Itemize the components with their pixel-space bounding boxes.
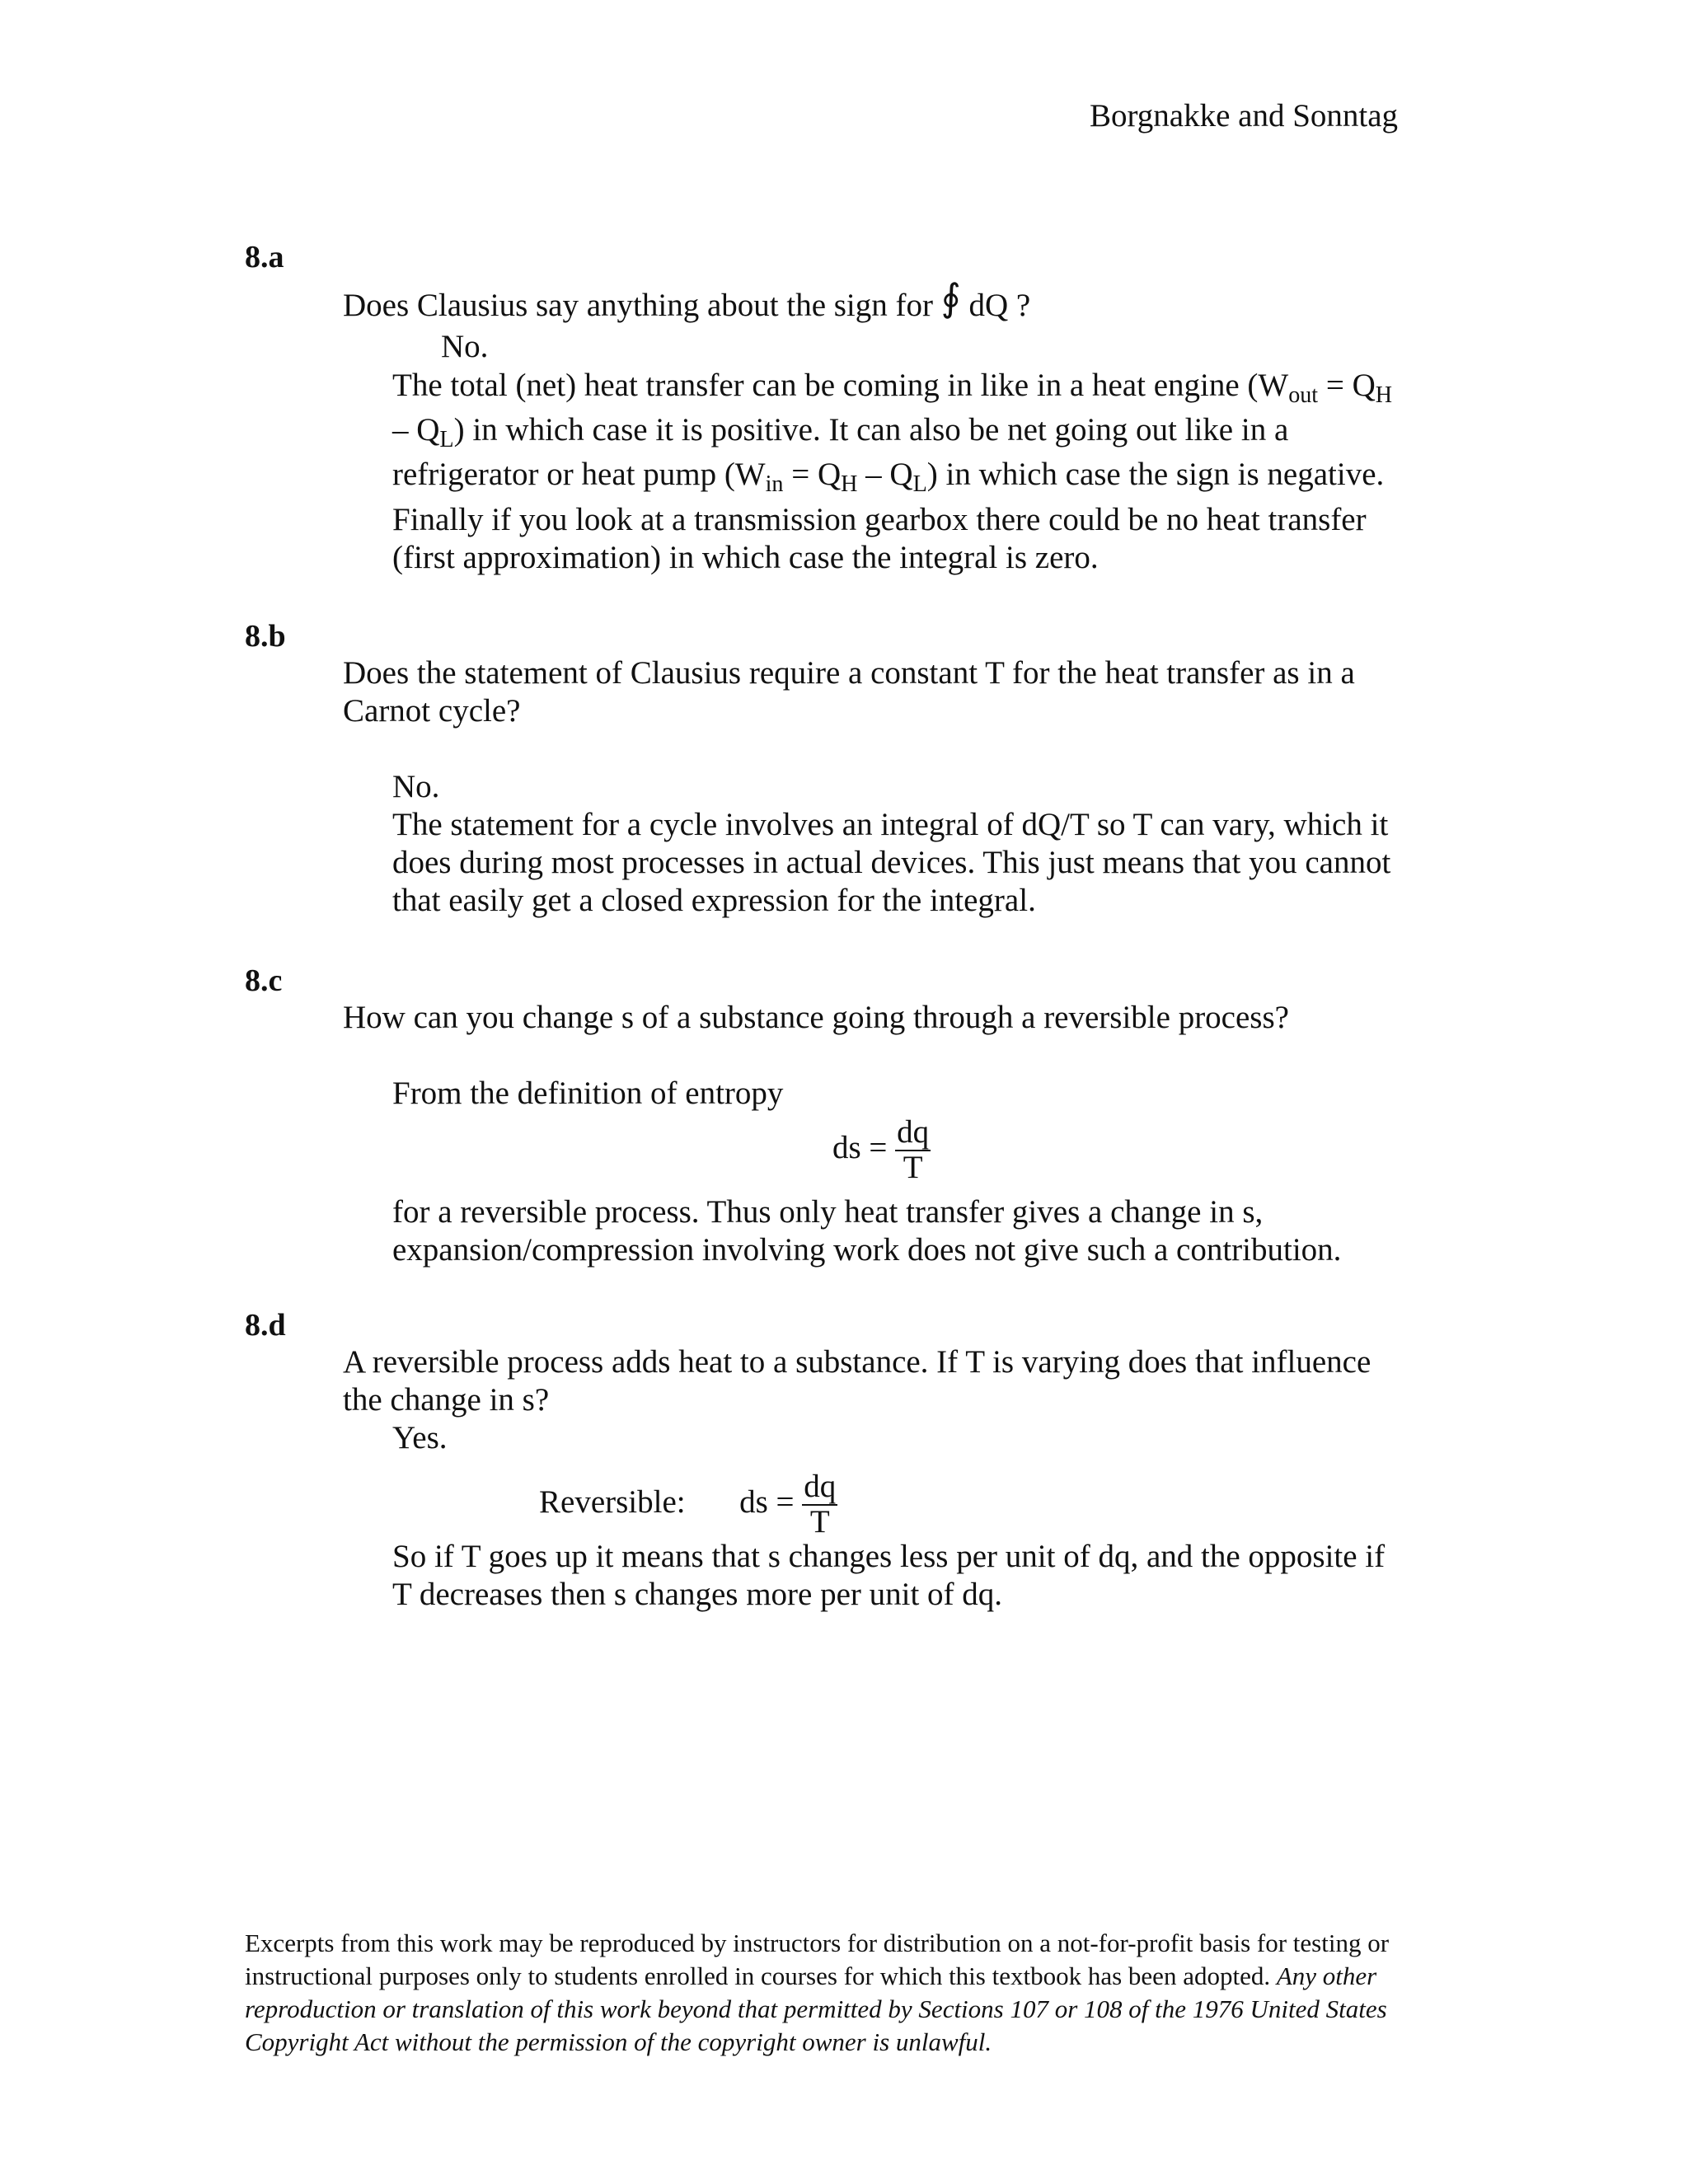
- answer-8c-line-3: expansion/compression involving work does not give such a contribution.: [392, 1232, 1342, 1268]
- answer-8a-line-4: Finally if you look at a transmission gearbox there could be no heat transfer: [392, 502, 1367, 537]
- reversible-equation: [539, 1470, 837, 1540]
- question-8d-line-1: A reversible process adds heat to a substance. If T is varying does that influence: [343, 1344, 1372, 1380]
- problem-number-8b: 8.b: [245, 619, 286, 654]
- equation-fraction: $\frac{dq}{T}$: [897, 1114, 930, 1185]
- problem-number-8a: 8.a: [245, 240, 284, 274]
- question-8b-line-1: Does the statement of Clausius require a constant T for the heat transfer as in a: [343, 655, 1355, 691]
- contour-integral-symbol: ∮: [940, 277, 961, 319]
- footer-italic-text: Any other reproduction or translation of this work beyond that permitted by Sections 107 or 108 of the 1976 United States Copyright Act without the permission of the copyright owner is unlawful.: [245, 1961, 1387, 2056]
- question-8a-text: Does Clausius say anything about the sign for: [343, 288, 933, 323]
- answer-8a-no: No.: [441, 329, 489, 364]
- equation-label: Reversible:: [539, 1483, 686, 1520]
- equation-fraction: $\frac{dq}{T}$: [804, 1469, 837, 1540]
- answer-8b-line-3: that easily get a closed expression for the integral.: [392, 883, 1036, 918]
- answer-8b-line-2: does during most processes in actual devices. This just means that you cannot: [392, 845, 1391, 880]
- footer-plain-text: Excerpts from this work may be reproduced by instructors for distribution on a not-for-profit basis for testing or instructional purposes only to students enrolled in courses for which this textbook has been adopted.: [245, 1929, 1390, 1990]
- page-header: Borgnakke and Sonntag: [1090, 98, 1399, 134]
- problem-number-8c: 8.c: [245, 963, 283, 998]
- question-8b-line-2: Carnot cycle?: [343, 693, 521, 729]
- problem-number-8d: 8.d: [245, 1308, 286, 1343]
- question-8a-text-end: dQ ?: [968, 288, 1031, 323]
- question-8c: How can you change s of a substance going through a reversible process?: [343, 1000, 1289, 1035]
- answer-8a-line-3: refrigerator or heat pump $(W_{in} = Q_H - Q_L)$ in which case the sign is negative.: [392, 457, 1385, 497]
- equation-lhs: ds =: [739, 1483, 795, 1520]
- question-8a: [343, 277, 1031, 325]
- answer-8a-line-2: – $Q_L$) in which case it is positive. It can also be net going out like in a: [392, 412, 1289, 452]
- answer-8a-line-5: (first approximation) in which case the integral is zero.: [392, 540, 1099, 575]
- answer-8b-no: No.: [392, 769, 440, 804]
- question-8d-line-2: the change in s?: [343, 1382, 550, 1418]
- answer-8c-line-2: for a reversible process. Thus only heat transfer gives a change in s,: [392, 1194, 1264, 1230]
- answer-8d-line-1: So if T goes up it means that s changes less per unit of dq, and the opposite if: [392, 1539, 1386, 1574]
- equation-lhs: ds =: [832, 1129, 888, 1165]
- answer-8d-yes: Yes.: [392, 1420, 448, 1455]
- answer-8a-line-1: The total (net) heat transfer can be coming in like in a heat engine ($W_{out} = Q_H$: [392, 368, 1393, 408]
- entropy-equation: [832, 1116, 931, 1185]
- copyright-footer: [245, 1927, 1432, 2059]
- answer-8b-line-1: The statement for a cycle involves an integral of dQ/T so T can vary, which it: [392, 807, 1389, 842]
- answer-8d-line-2: T decreases then s changes more per unit of dq.: [392, 1577, 1003, 1612]
- answer-8c-line-1: From the definition of entropy: [392, 1076, 784, 1111]
